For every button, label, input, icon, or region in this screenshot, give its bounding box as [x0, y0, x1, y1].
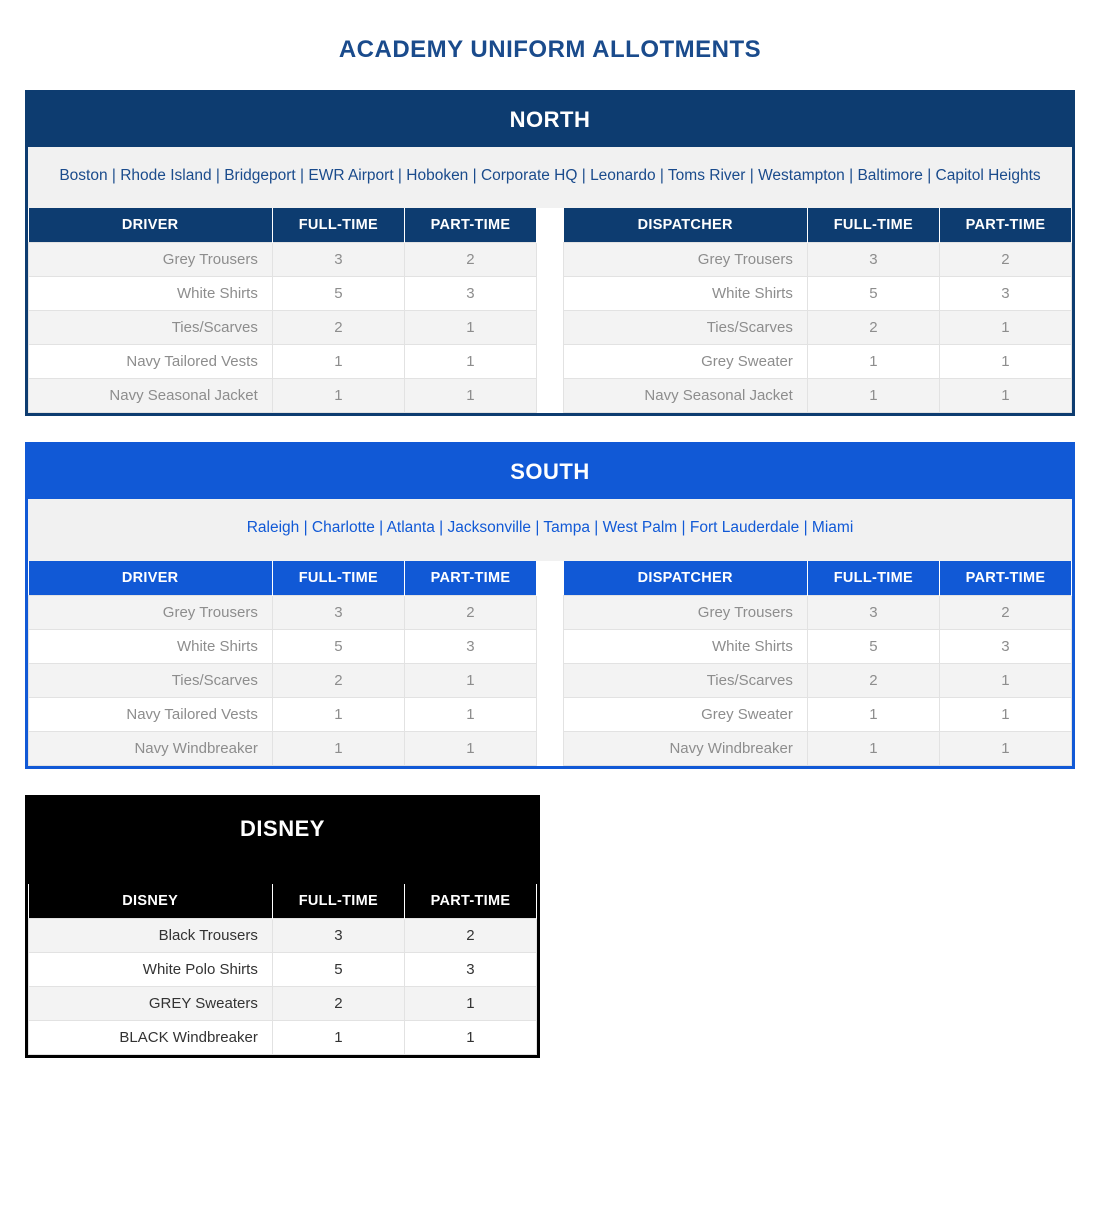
- section-disney: [25, 795, 540, 1058]
- table-header-row: [564, 208, 1072, 243]
- table-row: [564, 731, 1072, 765]
- cell-part-time: 1: [939, 379, 1071, 413]
- cell-part-time: 1: [939, 311, 1071, 345]
- table-row: [29, 345, 537, 379]
- col-header-part-time: PART-TIME: [404, 884, 536, 919]
- table-row: [29, 629, 537, 663]
- cell-item: BLACK Windbreaker: [29, 1020, 273, 1054]
- cell-part-time: 3: [404, 629, 536, 663]
- cell-full-time: 1: [807, 345, 939, 379]
- cell-part-time: 3: [939, 277, 1071, 311]
- col-header-part-time: PART-TIME: [939, 561, 1071, 596]
- cell-item: Grey Sweater: [564, 345, 808, 379]
- table-row: [29, 595, 537, 629]
- cell-full-time: 2: [272, 663, 404, 697]
- cell-full-time: 3: [272, 595, 404, 629]
- cell-full-time: 5: [272, 629, 404, 663]
- locations-south: Raleigh | Charlotte | Atlanta | Jacksonville | Tampa | West Palm | Fort Lauderdale | Miami: [28, 499, 1072, 560]
- cell-item: Navy Tailored Vests: [29, 345, 273, 379]
- cell-full-time: 1: [272, 379, 404, 413]
- col-header-role: DRIVER: [29, 561, 273, 596]
- tables-row-north: [28, 208, 1072, 413]
- cell-item: GREY Sweaters: [29, 986, 273, 1020]
- cell-full-time: 3: [807, 595, 939, 629]
- cell-part-time: 1: [939, 663, 1071, 697]
- table-row: [29, 697, 537, 731]
- section-north: [25, 90, 1075, 416]
- cell-item: Grey Trousers: [564, 243, 808, 277]
- cell-part-time: 1: [404, 986, 536, 1020]
- cell-full-time: 2: [272, 986, 404, 1020]
- cell-full-time: 3: [272, 243, 404, 277]
- cell-full-time: 3: [807, 243, 939, 277]
- table-wrap-north-driver: [28, 208, 537, 413]
- cell-full-time: 5: [807, 277, 939, 311]
- table-row: [564, 595, 1072, 629]
- table-south-dispatcher: [563, 561, 1072, 766]
- table-row: [29, 277, 537, 311]
- table-row: [564, 663, 1072, 697]
- cell-part-time: 1: [939, 731, 1071, 765]
- page-title: ACADEMY UNIFORM ALLOTMENTS: [338, 36, 762, 63]
- cell-part-time: 1: [404, 663, 536, 697]
- table-header-row: [29, 561, 537, 596]
- cell-item: White Shirts: [564, 629, 808, 663]
- cell-item: Grey Trousers: [29, 595, 273, 629]
- cell-full-time: 1: [272, 697, 404, 731]
- cell-part-time: 1: [404, 731, 536, 765]
- cell-part-time: 1: [939, 345, 1071, 379]
- table-row: [564, 311, 1072, 345]
- cell-item: Ties/Scarves: [564, 311, 808, 345]
- cell-item: White Shirts: [29, 629, 273, 663]
- cell-full-time: 5: [272, 277, 404, 311]
- section-header-north: NORTH: [28, 93, 1072, 147]
- section-header-disney: DISNEY: [28, 798, 537, 884]
- cell-part-time: 1: [404, 697, 536, 731]
- table-row: [29, 952, 537, 986]
- table-row: [29, 311, 537, 345]
- table-row: [564, 345, 1072, 379]
- cell-full-time: 2: [807, 311, 939, 345]
- cell-full-time: 1: [807, 379, 939, 413]
- cell-full-time: 1: [272, 1020, 404, 1054]
- cell-item: Ties/Scarves: [29, 311, 273, 345]
- cell-full-time: 1: [272, 345, 404, 379]
- table-row: [29, 1020, 537, 1054]
- locations-north: Boston | Rhode Island | Bridgeport | EWR Airport | Hoboken | Corporate HQ | Leonardo | Toms River | Westampton | Baltimore | Capitol Heights: [28, 147, 1072, 208]
- table-north-driver: [28, 208, 537, 413]
- cell-full-time: 2: [272, 311, 404, 345]
- cell-part-time: 2: [404, 595, 536, 629]
- tables-row-south: [28, 561, 1072, 766]
- section-header-south: SOUTH: [28, 445, 1072, 499]
- table-wrap-south-dispatcher: [563, 561, 1072, 766]
- table-row: [564, 243, 1072, 277]
- tables-row-disney: [28, 884, 537, 1055]
- section-south: [25, 442, 1075, 768]
- col-header-full-time: FULL-TIME: [807, 561, 939, 596]
- col-header-part-time: PART-TIME: [404, 561, 536, 596]
- cell-item: Black Trousers: [29, 918, 273, 952]
- cell-full-time: 1: [272, 731, 404, 765]
- table-row: [29, 379, 537, 413]
- cell-item: Navy Windbreaker: [29, 731, 273, 765]
- cell-item: Navy Seasonal Jacket: [564, 379, 808, 413]
- table-row: [29, 918, 537, 952]
- table-wrap-disney: [28, 884, 537, 1055]
- cell-full-time: 3: [272, 918, 404, 952]
- table-north-dispatcher: [563, 208, 1072, 413]
- cell-item: Grey Trousers: [564, 595, 808, 629]
- col-header-part-time: PART-TIME: [939, 208, 1071, 243]
- cell-item: Navy Tailored Vests: [29, 697, 273, 731]
- cell-item: White Shirts: [564, 277, 808, 311]
- cell-full-time: 5: [272, 952, 404, 986]
- table-header-row: [29, 208, 537, 243]
- col-header-full-time: FULL-TIME: [807, 208, 939, 243]
- col-header-role: DISNEY: [29, 884, 273, 919]
- cell-part-time: 2: [404, 918, 536, 952]
- cell-item: White Shirts: [29, 277, 273, 311]
- cell-part-time: 3: [404, 952, 536, 986]
- col-header-role: DRIVER: [29, 208, 273, 243]
- table-row: [29, 243, 537, 277]
- cell-part-time: 1: [404, 379, 536, 413]
- cell-item: Ties/Scarves: [564, 663, 808, 697]
- cell-part-time: 3: [939, 629, 1071, 663]
- cell-full-time: 1: [807, 731, 939, 765]
- cell-full-time: 5: [807, 629, 939, 663]
- table-row: [29, 731, 537, 765]
- table-wrap-south-driver: [28, 561, 537, 766]
- col-header-full-time: FULL-TIME: [272, 884, 404, 919]
- cell-item: Navy Seasonal Jacket: [29, 379, 273, 413]
- cell-part-time: 1: [404, 311, 536, 345]
- cell-item: White Polo Shirts: [29, 952, 273, 986]
- cell-part-time: 1: [404, 1020, 536, 1054]
- table-row: [564, 379, 1072, 413]
- col-header-role: DISPATCHER: [564, 561, 808, 596]
- table-row: [564, 697, 1072, 731]
- table-header-row: [29, 884, 537, 919]
- col-header-part-time: PART-TIME: [404, 208, 536, 243]
- cell-part-time: 1: [939, 697, 1071, 731]
- table-row: [564, 277, 1072, 311]
- col-header-full-time: FULL-TIME: [272, 208, 404, 243]
- cell-full-time: 1: [807, 697, 939, 731]
- table-row: [29, 663, 537, 697]
- table-disney: [28, 884, 537, 1055]
- table-south-driver: [28, 561, 537, 766]
- col-header-role: DISPATCHER: [564, 208, 808, 243]
- cell-part-time: 2: [404, 243, 536, 277]
- cell-part-time: 1: [404, 345, 536, 379]
- table-row: [564, 629, 1072, 663]
- cell-part-time: 3: [404, 277, 536, 311]
- cell-item: Navy Windbreaker: [564, 731, 808, 765]
- table-wrap-north-dispatcher: [563, 208, 1072, 413]
- cell-item: Grey Sweater: [564, 697, 808, 731]
- cell-part-time: 2: [939, 243, 1071, 277]
- table-header-row: [564, 561, 1072, 596]
- cell-item: Ties/Scarves: [29, 663, 273, 697]
- col-header-full-time: FULL-TIME: [272, 561, 404, 596]
- cell-item: Grey Trousers: [29, 243, 273, 277]
- cell-full-time: 2: [807, 663, 939, 697]
- table-row: [29, 986, 537, 1020]
- cell-part-time: 2: [939, 595, 1071, 629]
